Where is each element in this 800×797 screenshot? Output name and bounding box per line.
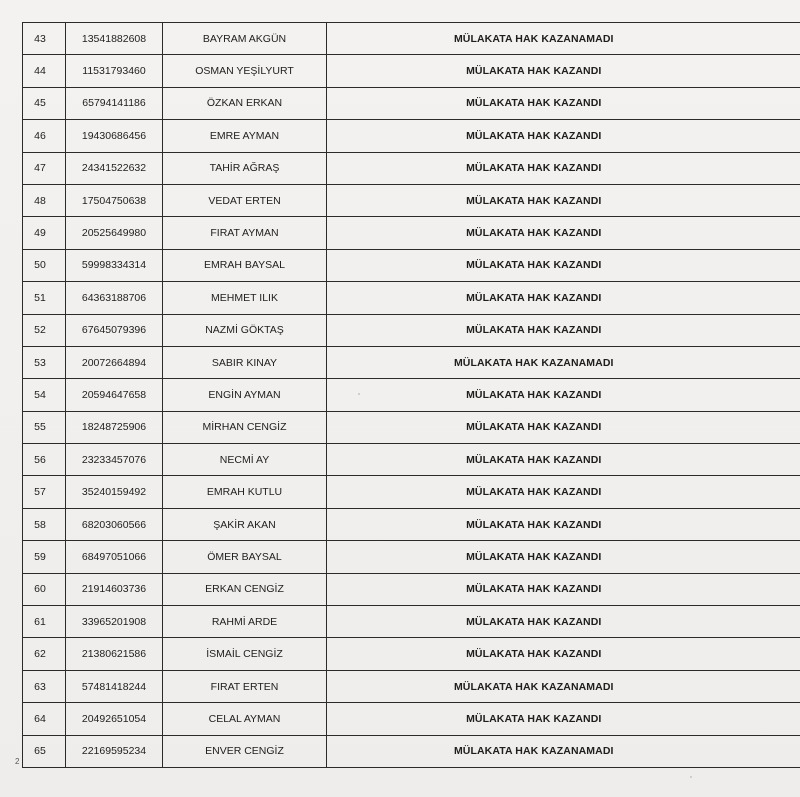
full-name-cell: ŞAKİR AKAN: [163, 508, 327, 540]
table-row: [23, 379, 800, 411]
row-number-cell: 49: [23, 217, 66, 249]
row-number-cell: 56: [23, 444, 66, 476]
id-number-cell: 13541882608: [66, 23, 163, 55]
id-number-cell: 19430686456: [66, 120, 163, 152]
full-name-cell: SABIR KINAY: [163, 346, 327, 378]
id-number-cell: 20594647658: [66, 379, 163, 411]
row-number-cell: 47: [23, 152, 66, 184]
result-cell: MÜLAKATA HAK KAZANDI: [327, 703, 800, 735]
full-name-cell: NECMİ AY: [163, 444, 327, 476]
result-cell: MÜLAKATA HAK KAZANDI: [327, 638, 800, 670]
table-row: [23, 314, 800, 346]
id-number-cell: 18248725906: [66, 411, 163, 443]
table-row: [23, 670, 800, 702]
full-name-cell: ENVER CENGİZ: [163, 735, 327, 767]
scan-speck: [358, 393, 360, 395]
id-number-cell: 11531793460: [66, 55, 163, 87]
result-cell: MÜLAKATA HAK KAZANDI: [327, 541, 800, 573]
table-row: [23, 217, 800, 249]
row-number-cell: 62: [23, 638, 66, 670]
result-cell: MÜLAKATA HAK KAZANDI: [327, 476, 800, 508]
full-name-cell: FIRAT AYMAN: [163, 217, 327, 249]
result-cell: MÜLAKATA HAK KAZANAMADI: [327, 735, 800, 767]
table-row: [23, 606, 800, 638]
result-cell: MÜLAKATA HAK KAZANDI: [327, 87, 800, 119]
full-name-cell: ÖZKAN ERKAN: [163, 87, 327, 119]
id-number-cell: 21914603736: [66, 573, 163, 605]
id-number-cell: 59998334314: [66, 249, 163, 281]
full-name-cell: EMRE AYMAN: [163, 120, 327, 152]
full-name-cell: TAHİR AĞRAŞ: [163, 152, 327, 184]
full-name-cell: BAYRAM AKGÜN: [163, 23, 327, 55]
full-name-cell: ENGİN AYMAN: [163, 379, 327, 411]
row-number-cell: 58: [23, 508, 66, 540]
row-number-cell: 59: [23, 541, 66, 573]
full-name-cell: VEDAT ERTEN: [163, 184, 327, 216]
table-row: [23, 55, 800, 87]
result-cell: MÜLAKATA HAK KAZANDI: [327, 152, 800, 184]
table-row: [23, 638, 800, 670]
row-number-cell: 65: [23, 735, 66, 767]
id-number-cell: 20492651054: [66, 703, 163, 735]
result-cell: MÜLAKATA HAK KAZANDI: [327, 249, 800, 281]
table-row: [23, 249, 800, 281]
full-name-cell: RAHMİ ARDE: [163, 606, 327, 638]
result-cell: MÜLAKATA HAK KAZANDI: [327, 184, 800, 216]
id-number-cell: 22169595234: [66, 735, 163, 767]
id-number-cell: 20072664894: [66, 346, 163, 378]
id-number-cell: 67645079396: [66, 314, 163, 346]
result-cell: MÜLAKATA HAK KAZANDI: [327, 282, 800, 314]
row-number-cell: 50: [23, 249, 66, 281]
id-number-cell: 65794141186: [66, 87, 163, 119]
row-number-cell: 45: [23, 87, 66, 119]
table-row: [23, 541, 800, 573]
full-name-cell: EMRAH BAYSAL: [163, 249, 327, 281]
id-number-cell: 23233457076: [66, 444, 163, 476]
row-number-cell: 63: [23, 670, 66, 702]
table-row: [23, 508, 800, 540]
full-name-cell: OSMAN YEŞİLYURT: [163, 55, 327, 87]
row-number-cell: 60: [23, 573, 66, 605]
table-row: [23, 476, 800, 508]
results-table: [22, 22, 800, 768]
table-row: [23, 573, 800, 605]
row-number-cell: 54: [23, 379, 66, 411]
table-row: [23, 444, 800, 476]
result-cell: MÜLAKATA HAK KAZANDI: [327, 217, 800, 249]
table-row: [23, 23, 800, 55]
id-number-cell: 21380621586: [66, 638, 163, 670]
row-number-cell: 43: [23, 23, 66, 55]
full-name-cell: ERKAN CENGİZ: [163, 573, 327, 605]
full-name-cell: FIRAT ERTEN: [163, 670, 327, 702]
full-name-cell: İSMAİL CENGİZ: [163, 638, 327, 670]
table-row: [23, 735, 800, 767]
table-row: [23, 411, 800, 443]
table-row: [23, 152, 800, 184]
result-cell: MÜLAKATA HAK KAZANDI: [327, 379, 800, 411]
result-cell: MÜLAKATA HAK KAZANAMADI: [327, 23, 800, 55]
table-row: [23, 346, 800, 378]
result-cell: MÜLAKATA HAK KAZANDI: [327, 444, 800, 476]
row-number-cell: 44: [23, 55, 66, 87]
id-number-cell: 64363188706: [66, 282, 163, 314]
result-cell: MÜLAKATA HAK KAZANDI: [327, 508, 800, 540]
row-number-cell: 46: [23, 120, 66, 152]
results-table-body: [23, 23, 800, 768]
result-cell: MÜLAKATA HAK KAZANDI: [327, 411, 800, 443]
result-cell: MÜLAKATA HAK KAZANDI: [327, 606, 800, 638]
full-name-cell: EMRAH KUTLU: [163, 476, 327, 508]
row-number-cell: 48: [23, 184, 66, 216]
row-number-cell: 55: [23, 411, 66, 443]
id-number-cell: 33965201908: [66, 606, 163, 638]
row-number-cell: 51: [23, 282, 66, 314]
id-number-cell: 20525649980: [66, 217, 163, 249]
table-row: [23, 282, 800, 314]
row-number-cell: 53: [23, 346, 66, 378]
id-number-cell: 35240159492: [66, 476, 163, 508]
page-mark: 2: [15, 757, 20, 766]
id-number-cell: 17504750638: [66, 184, 163, 216]
full-name-cell: MİRHAN CENGİZ: [163, 411, 327, 443]
full-name-cell: ÖMER BAYSAL: [163, 541, 327, 573]
scan-speck: [690, 776, 692, 778]
table-row: [23, 184, 800, 216]
full-name-cell: CELAL AYMAN: [163, 703, 327, 735]
row-number-cell: 64: [23, 703, 66, 735]
id-number-cell: 68203060566: [66, 508, 163, 540]
result-cell: MÜLAKATA HAK KAZANDI: [327, 573, 800, 605]
id-number-cell: 68497051066: [66, 541, 163, 573]
full-name-cell: NAZMİ GÖKTAŞ: [163, 314, 327, 346]
table-row: [23, 703, 800, 735]
result-cell: MÜLAKATA HAK KAZANAMADI: [327, 346, 800, 378]
result-cell: MÜLAKATA HAK KAZANDI: [327, 120, 800, 152]
row-number-cell: 52: [23, 314, 66, 346]
id-number-cell: 24341522632: [66, 152, 163, 184]
row-number-cell: 57: [23, 476, 66, 508]
table-row: [23, 87, 800, 119]
result-cell: MÜLAKATA HAK KAZANDI: [327, 55, 800, 87]
table-row: [23, 120, 800, 152]
result-cell: MÜLAKATA HAK KAZANDI: [327, 314, 800, 346]
full-name-cell: MEHMET ILIK: [163, 282, 327, 314]
id-number-cell: 57481418244: [66, 670, 163, 702]
row-number-cell: 61: [23, 606, 66, 638]
result-cell: MÜLAKATA HAK KAZANAMADI: [327, 670, 800, 702]
